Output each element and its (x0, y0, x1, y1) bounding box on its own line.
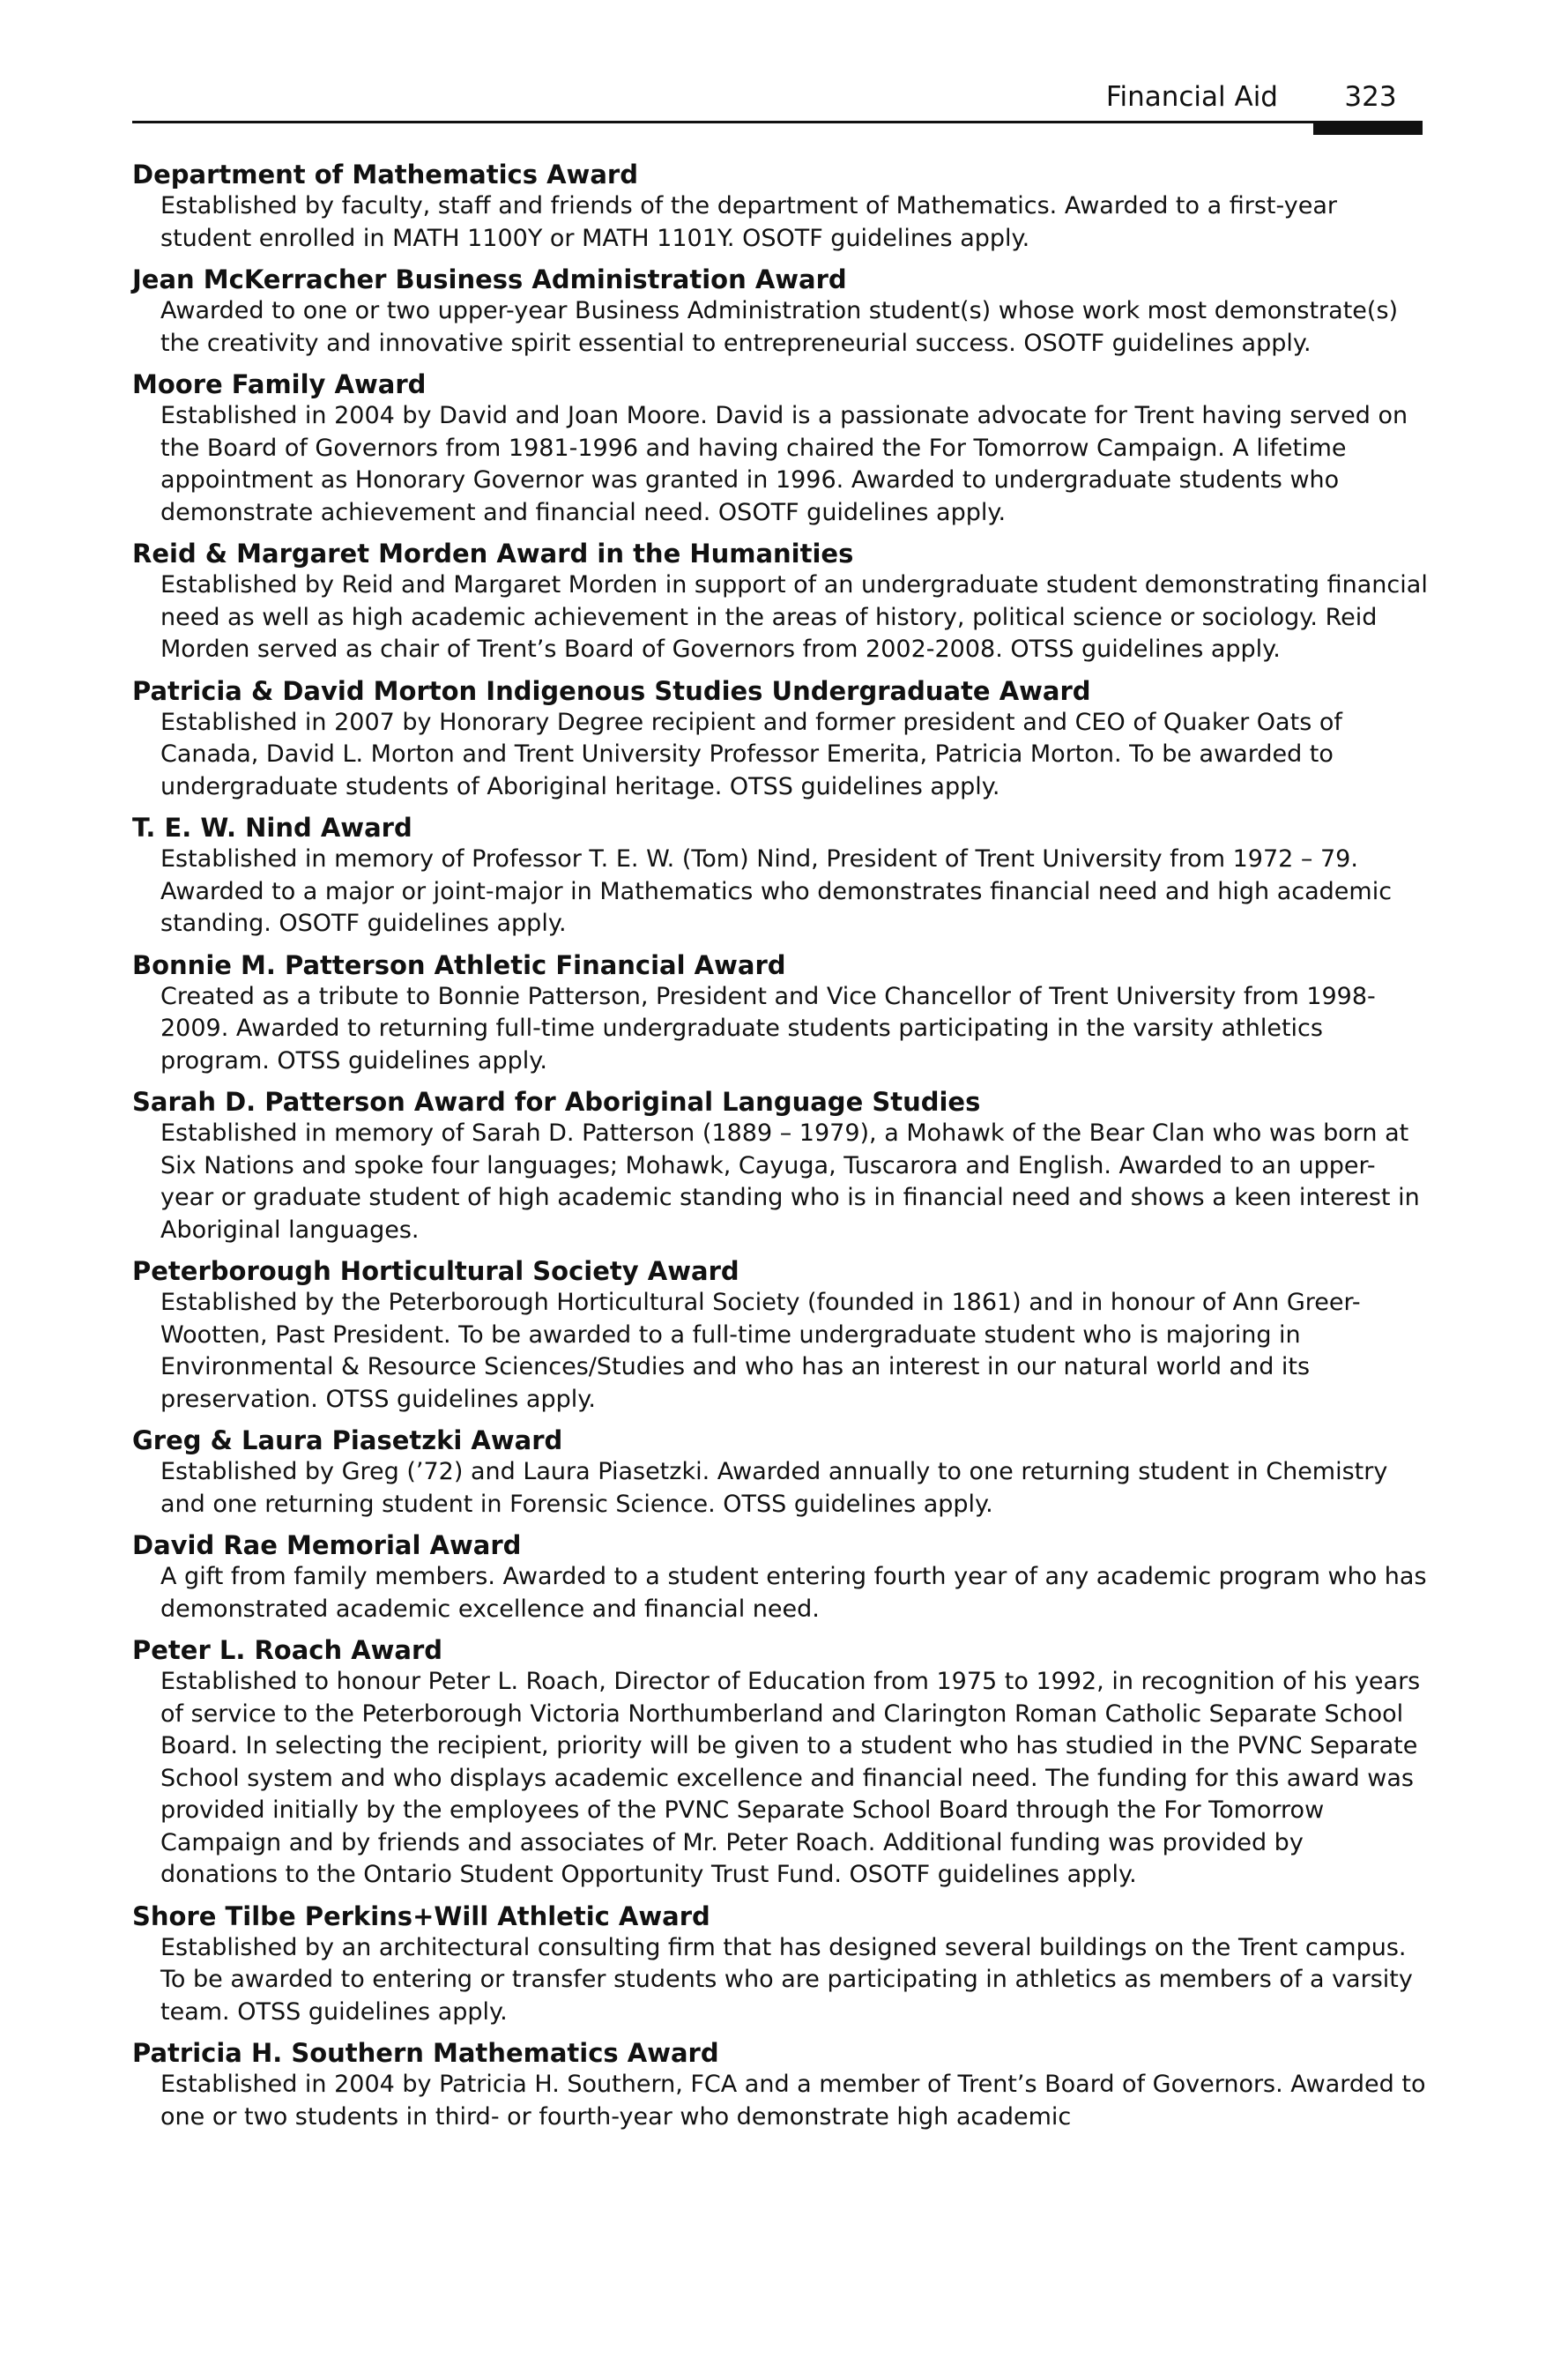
award-title: Patricia H. Southern Mathematics Award (132, 2038, 719, 2068)
award-description: Established by Reid and Margaret Morden in support of an undergraduate student demonstrating financial need as well as high academic achievement in the areas of history, political science or sociology. Reid Morden served as chair of Trent’s Board of Governors from 2002-2008. OTSS guidelines apply. (160, 571, 1428, 663)
award-entry (132, 1086, 1428, 1246)
award-title: Sarah D. Patterson Award for Aboriginal Language Studies (132, 1087, 981, 1117)
award-description: Awarded to one or two upper-year Business Administration student(s) whose work most demonstrate(s) the creativity and innovative spirit essential to entrepreneurial success. OSOTF guidelines apply. (160, 297, 1399, 357)
page-number: 323 (1344, 81, 1397, 113)
award-entry (132, 1900, 1428, 2029)
award-entry (132, 159, 1428, 255)
award-description: Established in 2007 by Honorary Degree recipient and former president and CEO of Quaker Oats of Canada, David L. Morton and Trent University Professor Emerita, Patricia Morton. To be awarded to undergraduate students of Aboriginal heritage. OTSS guidelines apply. (160, 708, 1342, 800)
section-title: Financial Aid (1105, 81, 1278, 113)
awards-list (132, 159, 1428, 2142)
award-entry (132, 675, 1428, 804)
award-title: Peterborough Horticultural Society Award (132, 1256, 739, 1286)
award-title: David Rae Memorial Award (132, 1530, 522, 1560)
award-description: Established to honour Peter L. Roach, Director of Education from 1975 to 1992, in recognition of his years of service to the Peterborough Victoria Northumberland and Clarington Roman Catholic Separate School Board. In selecting the recipient, priority will be given to a student who has studied in the PVNC Separate School system and who displays academic excellence and financial need. The funding for this award was provided initially by the employees of the PVNC Separate School Board through the For Tomorrow Campaign and by friends and associates of Mr. Peter Roach. Additional funding was provided by donations to the Ontario Student Opportunity Trust Fund. OSOTF guidelines apply. (160, 1668, 1421, 1888)
award-entry (132, 2037, 1428, 2133)
award-description: Established in memory of Sarah D. Patterson (1889 – 1979), a Mohawk of the Bear Clan who was born at Six Nations and spoke four languages; Mohawk, Cayuga, Tuscarora and English. Awarded to an upper-year or graduate student of high academic standing who is in financial need and shows a keen interest in Aboriginal languages. (160, 1119, 1420, 1244)
award-title: Peter L. Roach Award (132, 1635, 443, 1665)
award-entry (132, 1424, 1428, 1521)
award-title: Bonnie M. Patterson Athletic Financial Award (132, 949, 786, 980)
award-title: Reid & Margaret Morden Award in the Humanities (132, 539, 854, 569)
award-description: Established in 2004 by David and Joan Moore. David is a passionate advocate for Trent having served on the Board of Governors from 1981-1996 and having chaired the For Tomorrow Campaign. A lifetime appointment as Honorary Governor was granted in 1996. Awarded to undergraduate students who demonstrate achievement and financial need. OSOTF guidelines apply. (160, 402, 1408, 526)
award-entry (132, 1529, 1428, 1625)
award-entry (132, 538, 1428, 666)
award-title: Moore Family Award (132, 369, 427, 399)
award-entry (132, 1634, 1428, 1892)
award-description: Established by Greg (’72) and Laura Piasetzki. Awarded annually to one returning student in Chemistry and one returning student in Forensic Science. OTSS guidelines apply. (160, 1458, 1388, 1518)
page-header (0, 0, 1553, 141)
header-rule (132, 121, 1421, 123)
award-title: Shore Tilbe Perkins+Will Athletic Award (132, 1900, 710, 1931)
award-entry (132, 368, 1428, 529)
award-title: T. E. W. Nind Award (132, 813, 412, 843)
award-description: Established by an architectural consulting firm that has designed several buildings on the Trent campus. To be awarded to entering or transfer students who are participating in athletics as members of a varsity team. OTSS guidelines apply. (160, 1933, 1413, 2026)
award-title: Patricia & David Morton Indigenous Studies Undergraduate Award (132, 675, 1091, 706)
award-entry (132, 812, 1428, 941)
award-description: Established in memory of Professor T. E. W. (Tom) Nind, President of Trent University from 1972 – 79. Awarded to a major or joint-major in Mathematics who demonstrates financial need and high academic standing. OSOTF guidelines apply. (160, 845, 1393, 937)
award-description: Established by faculty, staff and friends of the department of Mathematics. Awarded to a first-year student enrolled in MATH 1100Y or MATH 1101Y. OSOTF guidelines apply. (160, 192, 1337, 252)
award-description: A gift from family members. Awarded to a student entering fourth year of any academic program who has demonstrated academic excellence and financial need. (160, 1563, 1427, 1623)
award-description: Created as a tribute to Bonnie Patterson, President and Vice Chancellor of Trent University from 1998-2009. Awarded to returning full-time undergraduate students participating in the varsity athletics program. OTSS guidelines apply. (160, 982, 1376, 1075)
award-title: Jean McKerracher Business Administration Award (132, 264, 847, 294)
award-description: Established by the Peterborough Horticultural Society (founded in 1861) and in honour of Ann Greer-Wootten, Past President. To be awarded to a full-time undergraduate student who is majoring in Environmental & Resource Sciences/Studies and who has an interest in our natural world and its preservation. OTSS guidelines apply. (160, 1289, 1361, 1413)
page-tab-marker (1313, 121, 1423, 135)
award-entry (132, 264, 1428, 360)
award-entry (132, 949, 1428, 1078)
award-title: Greg & Laura Piasetzki Award (132, 1425, 563, 1455)
award-entry (132, 1255, 1428, 1416)
award-description: Established in 2004 by Patricia H. Southern, FCA and a member of Trent’s Board of Governors. Awarded to one or two students in third- or fourth-year who demonstrate high academic (160, 2071, 1426, 2131)
award-title: Department of Mathematics Award (132, 160, 638, 190)
